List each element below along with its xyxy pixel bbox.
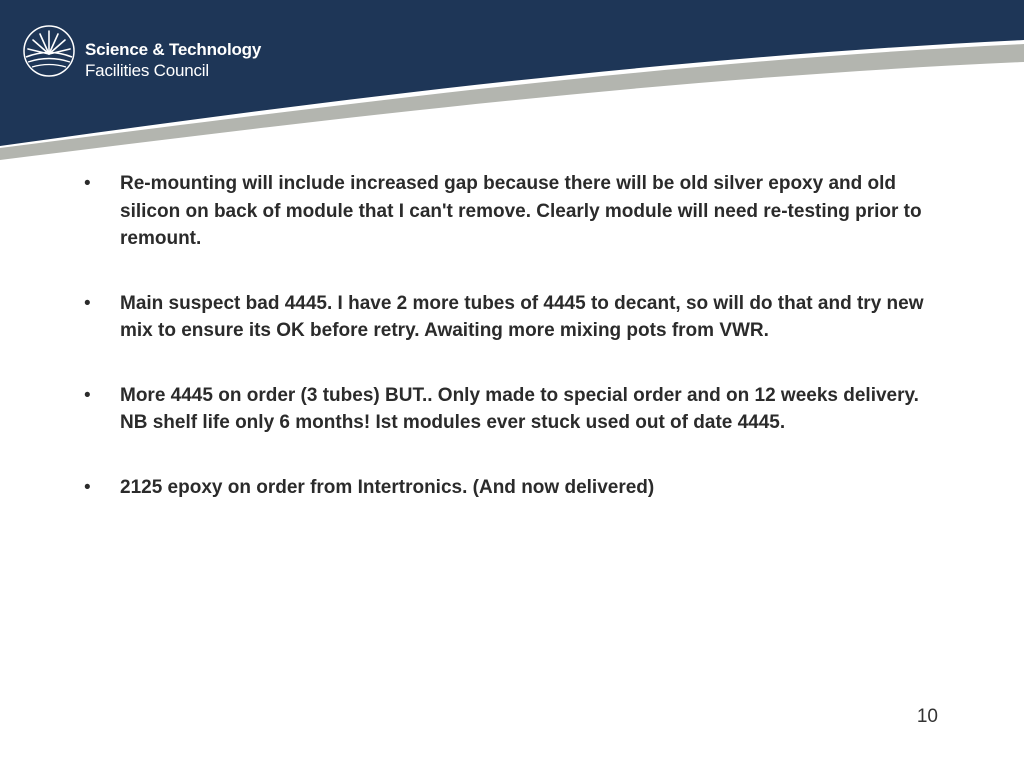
bullet-icon: • — [84, 384, 91, 406]
logo-text-line2: Facilities Council — [85, 61, 209, 80]
bullet-item — [82, 382, 942, 437]
sunburst-logo-icon — [22, 24, 76, 78]
bullet-text: More 4445 on order (3 tubes) BUT.. Only made to special order and on 12 weeks delivery. NB shelf life only 6 months! Ist modules ever stuck used out of date 4445. — [120, 384, 919, 433]
bullet-text: Main suspect bad 4445. I have 2 more tubes of 4445 to decant, so will do that and try new mix to ensure its OK before retry. Awaiting more mixing pots from VWR. — [120, 292, 924, 341]
bullet-icon: • — [84, 173, 91, 194]
stfc-logo — [22, 24, 262, 80]
bullet-list — [82, 170, 942, 538]
bullet-text: 2125 epoxy on order from Intertronics. (And now delivered) — [120, 476, 655, 498]
logo-text-line1: Science & Technology — [85, 40, 262, 59]
page-number: 10 — [916, 706, 938, 727]
bullet-icon: • — [84, 476, 91, 498]
bullet-item — [82, 290, 942, 345]
bullet-item — [82, 474, 942, 502]
bullet-icon: • — [84, 292, 91, 314]
bullet-item — [82, 170, 942, 253]
bullet-text: Re-mounting will include increased gap because there will be old silver epoxy and old silicon on back of module that I can't remove. Clearly module will need re-testing prior to remount. — [120, 173, 922, 249]
